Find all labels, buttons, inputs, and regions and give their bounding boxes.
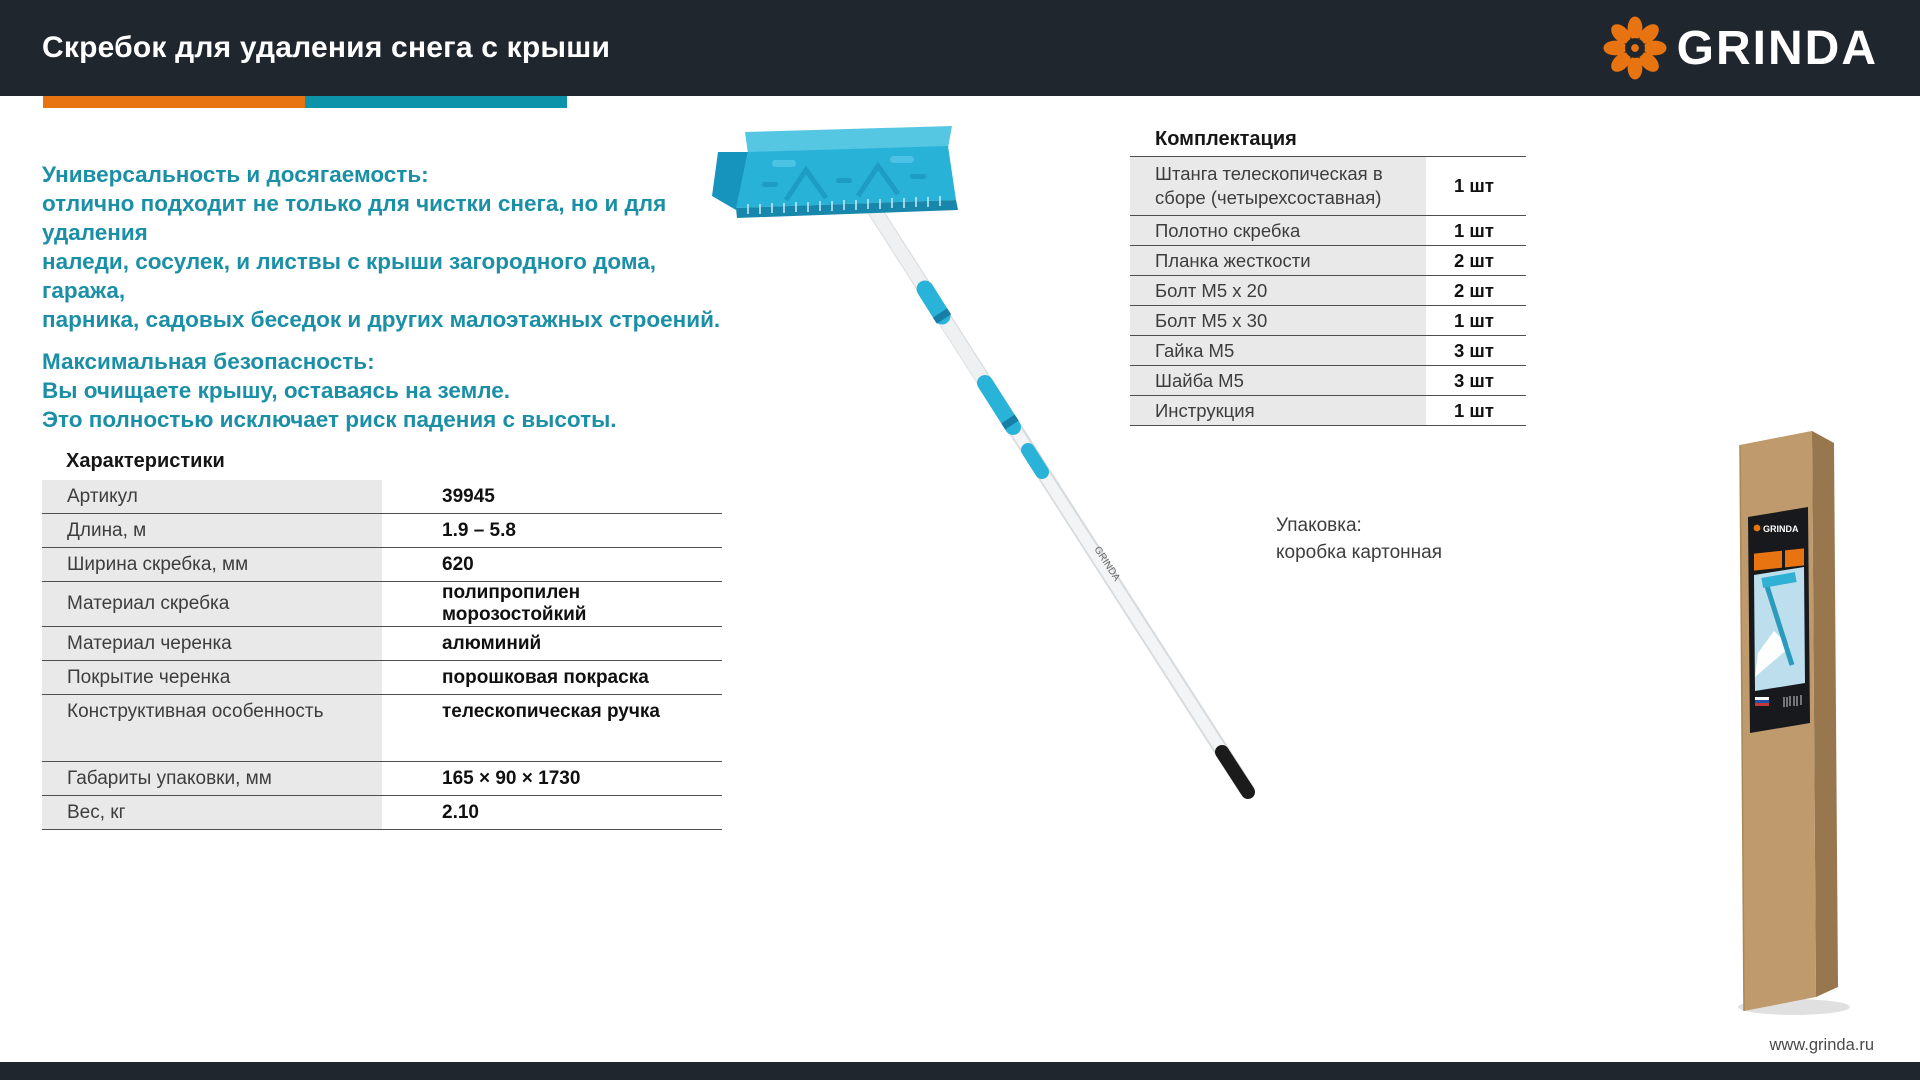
table-row [42, 661, 722, 695]
brand-logo [1603, 16, 1878, 80]
intro-line: парника, садовых беседок и других малоэтажных строений. [42, 307, 721, 332]
spec-value: 1.9 – 5.8 [442, 519, 516, 541]
intro-line: Универсальность и досягаемость: [42, 162, 429, 187]
kit-item-name: Штанга телескопическая в сборе (четырехсоставная) [1130, 157, 1426, 215]
kit-item-qty: 2 шт [1426, 246, 1526, 275]
table-row [42, 548, 722, 582]
specs-table [42, 480, 722, 830]
kit-item-name: Гайка М5 [1130, 336, 1426, 365]
intro-line: наледи, сосулек, и листвы с крыши загородного дома, гаража, [42, 249, 656, 303]
kit-item-name: Болт М5 х 30 [1130, 306, 1426, 335]
kit-item-qty: 3 шт [1426, 366, 1526, 395]
spec-label: Габариты упаковки, мм [42, 762, 382, 795]
kit-item-qty: 3 шт [1426, 336, 1526, 365]
table-row [42, 627, 722, 661]
spec-value: алюминий [442, 632, 542, 654]
packaging-caption-line: коробка картонная [1276, 542, 1443, 563]
intro-line: Вы очищаете крышу, оставаясь на земле. [42, 378, 510, 403]
intro-line: Это полностью исключает риск падения с высоты. [42, 407, 617, 432]
spec-label: Материал скребка [42, 582, 382, 626]
spec-value: 2.10 [442, 801, 479, 823]
accent-bar-teal [305, 96, 567, 108]
table-row [42, 695, 722, 762]
packaging-caption [1276, 512, 1442, 566]
kit-item-name: Болт М5 х 20 [1130, 276, 1426, 305]
spec-label: Материал черенка [42, 627, 382, 660]
intro-line: Максимальная безопасность: [42, 349, 375, 374]
table-row [42, 514, 722, 548]
spec-label: Артикул [42, 480, 382, 513]
spec-label: Вес, кг [42, 796, 382, 829]
svg-text:GRINDA: GRINDA [1091, 544, 1122, 584]
kit-table-title: Комплектация [1155, 128, 1297, 150]
specs-table-title: Характеристики [66, 450, 225, 472]
kit-item-qty: 2 шт [1426, 276, 1526, 305]
spec-label: Длина, м [42, 514, 382, 547]
spec-value: 39945 [442, 485, 495, 507]
kit-item-qty: 1 шт [1426, 216, 1526, 245]
spec-label: Покрытие черенка [42, 661, 382, 694]
grinda-flower-icon [1603, 16, 1667, 80]
spec-value: 165 × 90 × 1730 [442, 767, 581, 789]
spec-label: Ширина скребка, мм [42, 548, 382, 581]
kit-item-name: Планка жесткости [1130, 246, 1426, 275]
kit-item-qty: 1 шт [1426, 306, 1526, 335]
product-image-snow-scraper [690, 112, 1290, 822]
intro-paragraph-universality [42, 160, 722, 334]
kit-item-qty: 1 шт [1426, 396, 1526, 425]
spec-label: Конструктивная особенность [42, 695, 382, 761]
kit-item-name: Инструкция [1130, 396, 1426, 425]
packaging-box-image [1722, 415, 1867, 1020]
intro-text [42, 160, 722, 447]
spec-value: 620 [442, 553, 474, 575]
table-row [42, 796, 722, 830]
intro-line: отлично подходит не только для чистки снега, но и для удаления [42, 191, 667, 245]
table-row [42, 582, 722, 627]
website-url: www.grinda.ru [1769, 1036, 1874, 1054]
spec-value: порошковая покраска [442, 666, 649, 688]
page-title: Скребок для удаления снега с крыши [42, 31, 611, 64]
intro-paragraph-safety [42, 347, 722, 434]
kit-item-name: Полотно скребка [1130, 216, 1426, 245]
spec-value: телескопическая ручка [442, 701, 660, 722]
brand-name: GRINDA [1676, 21, 1878, 75]
table-row [42, 762, 722, 796]
packaging-caption-line: Упаковка: [1276, 515, 1362, 536]
kit-item-name: Шайба М5 [1130, 366, 1426, 395]
header [0, 0, 1920, 96]
svg-text:GRINDA: GRINDA [1763, 524, 1799, 534]
kit-item-qty: 1 шт [1426, 157, 1526, 215]
spec-value: полипропилен морозостойкий [442, 582, 587, 625]
accent-bar-orange [43, 96, 305, 108]
table-row [42, 480, 722, 514]
footer-bar [0, 1062, 1920, 1080]
